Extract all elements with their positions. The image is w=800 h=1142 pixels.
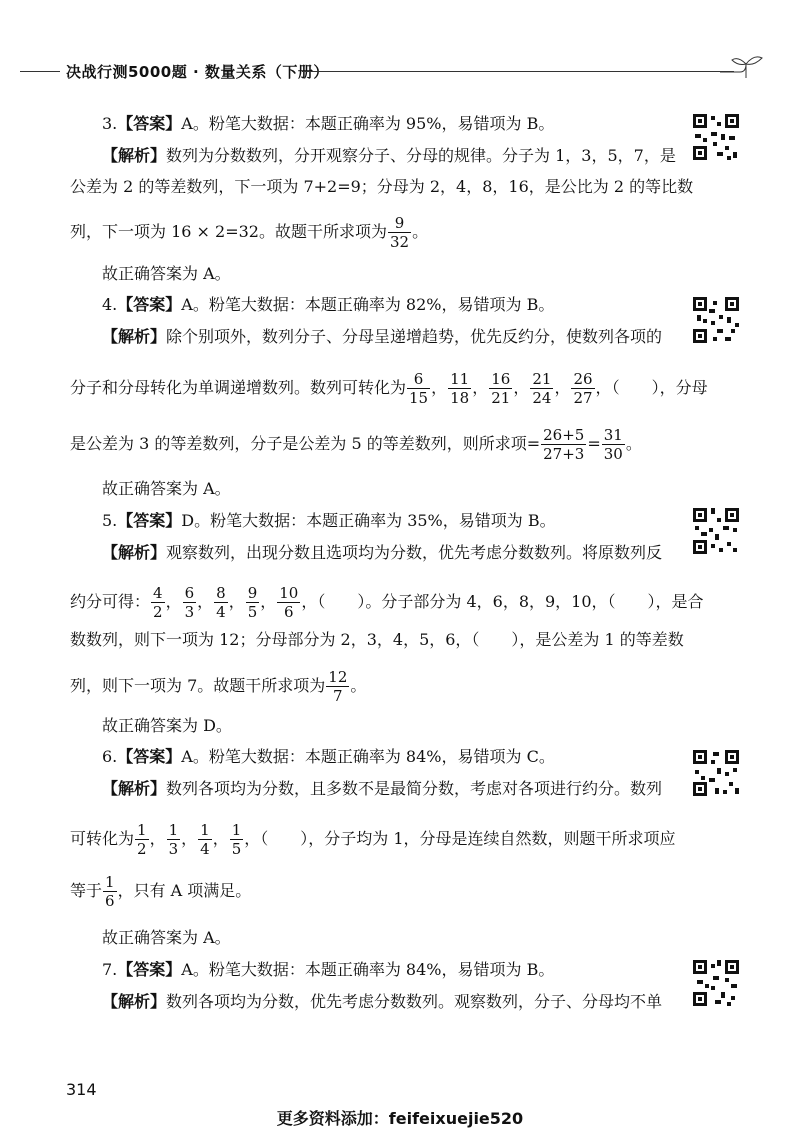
footer-note: 更多资料添加：feifeixuejie520 — [276, 1109, 524, 1128]
denominator: 3 — [168, 840, 179, 858]
analysis-text: 数列各项均为分数，且多数不是最简分数，考虑对各项进行约分。数列 — [166, 779, 663, 798]
analysis-tag: 【解析】 — [102, 327, 167, 346]
analysis-text: （ ）。分子部分为 4，6，8，9，10，（ ），是合 — [317, 592, 704, 611]
conclusion: 故正确答案为 A。 — [102, 479, 231, 498]
fraction — [167, 821, 181, 858]
numerator: 4 — [153, 584, 163, 602]
running-header — [20, 52, 780, 92]
analysis-text: 分子和分母转化为单调递增数列。数列可转化为 — [70, 378, 407, 397]
fraction — [198, 821, 212, 858]
numerator: 26+5 — [543, 426, 585, 444]
denominator: 5 — [247, 603, 258, 621]
answer-tag: 【答案】 — [117, 511, 182, 530]
answer-tag: 【答案】 — [117, 295, 182, 314]
analysis-text: 约分可得： — [70, 592, 151, 611]
separator: ， — [181, 829, 198, 848]
separator: ， — [165, 592, 182, 611]
numerator: 1 — [200, 821, 210, 839]
separator: ， — [244, 829, 261, 848]
answer-line-7 — [102, 959, 554, 981]
conclusion: 故正确答案为 A。 — [102, 264, 231, 283]
fraction — [448, 370, 471, 407]
analysis-line — [70, 214, 428, 251]
fraction — [103, 873, 117, 910]
numerator: 6 — [184, 584, 195, 602]
denominator: 7 — [333, 687, 343, 705]
answer-text: D。粉笔大数据：本题正确率为 35%，易错项为 B。 — [181, 511, 556, 530]
analysis-text: 是公差为 3 的等差数列，分子是公差为 5 的等差数列，则所求项= — [70, 434, 541, 453]
analysis-line — [102, 778, 662, 800]
separator: ， — [149, 829, 166, 848]
fraction — [602, 426, 625, 463]
qr-code-icon[interactable] — [691, 506, 741, 556]
analysis-line — [102, 326, 662, 348]
denominator: 2 — [153, 603, 163, 621]
numerator: 1 — [105, 873, 115, 891]
header-rule-right — [302, 71, 734, 72]
analysis-line: 数数列，则下一项为 12；分母部分为 2，3，4，5，6，（ ），是公差为 1 的等差数 — [70, 630, 684, 649]
analysis-tag: 【解析】 — [102, 779, 167, 798]
answer-tag: 【答案】 — [117, 114, 182, 133]
separator: ， — [197, 592, 214, 611]
numerator: 1 — [137, 821, 147, 839]
analysis-text: 。 — [412, 222, 429, 241]
analysis-line — [102, 542, 662, 564]
numerator: 31 — [603, 426, 623, 444]
analysis-tag: 【解析】 — [102, 992, 167, 1011]
question-number: 7. — [102, 960, 118, 979]
analysis-text: 观察数列，出现分数且选项均为分数，优先考虑分数数列。将原数列反 — [166, 543, 663, 562]
denominator: 6 — [284, 603, 294, 621]
answer-line-3 — [102, 113, 554, 135]
fraction — [183, 584, 197, 621]
analysis-line — [102, 145, 676, 167]
analysis-text: 除个别项外，数列分子、分母呈递增趋势，优先反约分，使数列各项的 — [166, 327, 663, 346]
page-number: 314 — [66, 1080, 97, 1099]
numerator: 9 — [388, 214, 411, 233]
analysis-text: 列，则下一项为 7。故题干所求项为 — [70, 676, 326, 695]
fraction — [230, 821, 244, 858]
denominator: 30 — [603, 445, 623, 463]
analysis-text: 等于 — [70, 881, 103, 900]
equals-sign: = — [587, 434, 601, 453]
denominator: 3 — [184, 603, 195, 621]
denominator: 4 — [200, 840, 210, 858]
numerator: 9 — [247, 584, 258, 602]
answer-text: A。粉笔大数据：本题正确率为 84%，易错项为 B。 — [181, 960, 555, 979]
analysis-line — [70, 668, 366, 705]
fraction — [571, 370, 594, 407]
analysis-line — [70, 584, 704, 621]
answer-line-6 — [102, 746, 555, 768]
denominator: 18 — [450, 389, 470, 407]
analysis-line — [70, 370, 708, 407]
answer-tag: 【答案】 — [117, 747, 182, 766]
separator: ， — [554, 378, 571, 397]
analysis-text: 。 — [625, 434, 642, 453]
analysis-tag: 【解析】 — [102, 146, 167, 165]
numerator: 16 — [491, 370, 511, 388]
fraction — [541, 426, 586, 463]
separator: ， — [595, 378, 612, 397]
fraction — [246, 584, 260, 621]
analysis-line — [70, 821, 676, 858]
separator: ， — [472, 378, 489, 397]
conclusion: 故正确答案为 D。 — [102, 716, 232, 735]
analysis-line — [70, 426, 642, 463]
fraction — [214, 584, 228, 621]
question-number: 4. — [102, 295, 118, 314]
denominator: 15 — [409, 389, 429, 407]
book-title: 决战行测5000题 · 数量关系（下册） — [66, 63, 329, 81]
separator: ， — [301, 592, 318, 611]
fraction — [151, 584, 165, 621]
header-rule-left — [20, 71, 60, 72]
qr-code-icon[interactable] — [691, 112, 741, 162]
analysis-text: （ ），分母 — [611, 378, 708, 397]
question-number: 3. — [102, 114, 118, 133]
qr-code-icon[interactable] — [691, 748, 741, 798]
answer-tag: 【答案】 — [117, 960, 182, 979]
answer-text: A。粉笔大数据：本题正确率为 84%，易错项为 C。 — [181, 747, 555, 766]
question-number: 6. — [102, 747, 118, 766]
analysis-text: 数列各项均为分数，优先考虑分数数列。观察数列，分子、分母均不单 — [166, 992, 663, 1011]
answer-line-4 — [102, 294, 554, 316]
analysis-line: 公差为 2 的等差数列，下一项为 7+2=9；分母为 2，4，8，16，是公比为 2 的等比数 — [70, 177, 694, 196]
analysis-text: 列，下一项为 16 × 2=32。故题干所求项为 — [70, 222, 387, 241]
sprout-icon — [720, 52, 770, 82]
qr-code-icon[interactable] — [691, 958, 741, 1008]
denominator: 2 — [137, 840, 147, 858]
fraction — [407, 370, 430, 407]
numerator: 21 — [532, 370, 552, 388]
fraction — [388, 214, 411, 251]
analysis-text: 。 — [350, 676, 367, 695]
analysis-line — [102, 991, 662, 1013]
fraction — [135, 821, 149, 858]
denominator: 27+3 — [543, 445, 585, 463]
denominator: 4 — [216, 603, 226, 621]
analysis-text: 可转化为 — [70, 829, 135, 848]
denominator: 27 — [573, 389, 593, 407]
analysis-text: ，只有 A 项满足。 — [117, 881, 252, 900]
denominator: 24 — [532, 389, 552, 407]
numerator: 11 — [450, 370, 470, 388]
numerator: 12 — [328, 668, 348, 686]
conclusion: 故正确答案为 A。 — [102, 928, 231, 947]
qr-code-icon[interactable] — [691, 295, 741, 345]
fraction — [277, 584, 300, 621]
fraction — [530, 370, 553, 407]
numerator: 26 — [573, 370, 593, 388]
analysis-text: 数列为分数数列，分开观察分子、分母的规律。分子为 1，3，5，7，是 — [166, 146, 676, 165]
numerator: 6 — [407, 370, 430, 389]
answer-text: A。粉笔大数据：本题正确率为 82%，易错项为 B。 — [181, 295, 555, 314]
fraction — [489, 370, 512, 407]
denominator: 6 — [105, 892, 115, 910]
separator: ， — [431, 378, 448, 397]
analysis-line — [70, 873, 251, 910]
separator: ， — [228, 592, 245, 611]
answer-text: A。粉笔大数据：本题正确率为 95%，易错项为 B。 — [181, 114, 555, 133]
numerator: 8 — [216, 584, 226, 602]
analysis-text: （ ），分子均为 1，分母是连续自然数，则题干所求项应 — [260, 829, 676, 848]
denominator: 32 — [389, 233, 410, 251]
separator: ， — [513, 378, 530, 397]
separator: ， — [260, 592, 277, 611]
question-number: 5. — [102, 511, 118, 530]
numerator: 1 — [168, 821, 179, 839]
denominator: 5 — [231, 840, 242, 858]
fraction — [326, 668, 349, 705]
numerator: 1 — [231, 821, 242, 839]
numerator: 10 — [279, 584, 299, 602]
answer-line-5 — [102, 510, 556, 532]
denominator: 21 — [491, 389, 511, 407]
separator: ， — [212, 829, 229, 848]
analysis-tag: 【解析】 — [102, 543, 167, 562]
